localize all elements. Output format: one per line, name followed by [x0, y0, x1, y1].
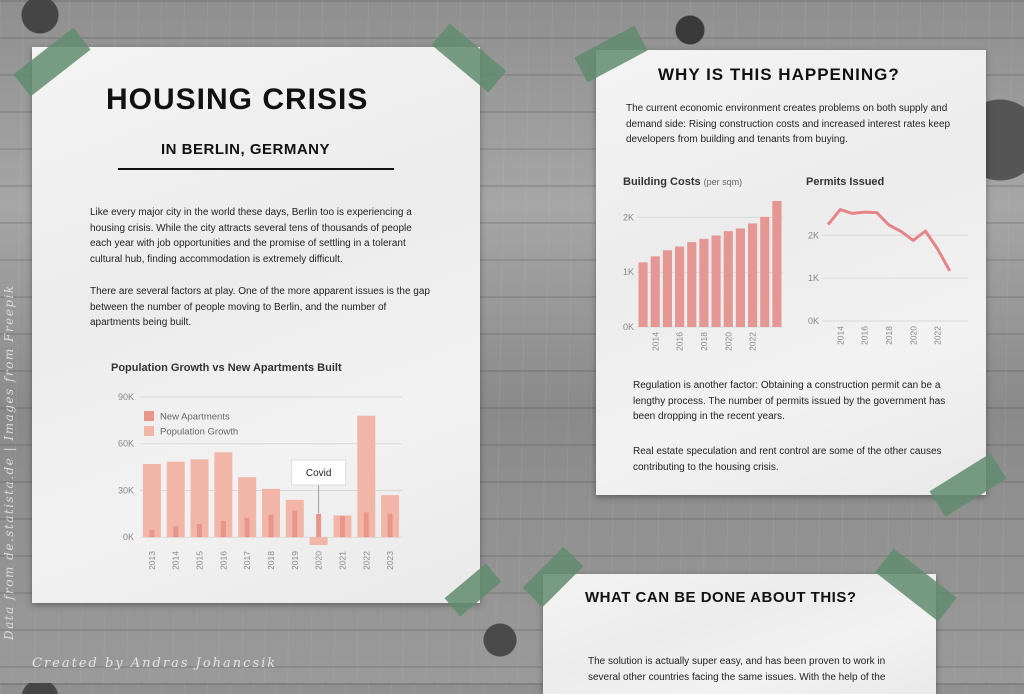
new-apartments-bar	[292, 511, 297, 537]
page-subtitle: IN BERLIN, GERMANY	[161, 141, 331, 158]
new-apartments-bar	[149, 530, 154, 537]
building-cost-bar	[736, 228, 745, 327]
why-paragraph-1: The current economic environment creates problems on both supply and demand side: Rising construction costs and increased interest rates keep developers from building and tenants from buying.	[626, 103, 951, 145]
why-paragraph-3: Real estate speculation and rent control are some of the other causes contributing to the housing crisis.	[633, 446, 942, 473]
building-cost-bar	[699, 239, 708, 327]
title-divider	[118, 168, 394, 170]
legend-label: New Apartments	[160, 411, 230, 423]
new-apartments-bar	[197, 524, 202, 537]
costs-x-tick: 2018	[698, 332, 709, 351]
population-x-tick: 2022	[361, 551, 372, 570]
building-cost-bar	[675, 246, 684, 327]
population-growth-bar	[310, 537, 328, 545]
population-growth-bar	[167, 462, 185, 538]
population-x-tick: 2015	[194, 551, 205, 570]
new-apartments-bar	[245, 518, 250, 537]
costs-y-tick: 2K	[622, 212, 634, 223]
permits-x-tick: 2020	[908, 326, 919, 345]
population-y-tick: 90K	[117, 392, 134, 402]
what-title: WHAT CAN BE DONE ABOUT THIS?	[585, 589, 857, 606]
why-paragraph-2: Regulation is another factor: Obtaining a construction permit can be a lengthy process. The number of permits issued by the government has been dropping in the recent years.	[633, 380, 946, 422]
intro-paragraph-2: There are several factors at play. One of the more apparent issues is the gap between the number of people moving to Berlin, and the number of apartments being built.	[90, 286, 430, 328]
permits-y-tick: 2K	[807, 230, 819, 241]
population-growth-bar	[143, 464, 161, 537]
population-x-tick: 2013	[146, 551, 157, 570]
legend-swatch	[144, 411, 154, 421]
permits-x-tick: 2018	[883, 326, 894, 345]
costs-x-tick: 2022	[747, 332, 758, 351]
population-x-tick: 2016	[218, 551, 229, 570]
building-cost-bar	[772, 201, 781, 327]
costs-y-tick: 0K	[622, 322, 634, 332]
building-cost-bar	[724, 231, 733, 327]
building-cost-bar	[760, 217, 769, 327]
new-apartments-bar	[340, 516, 345, 537]
building-cost-bar	[712, 236, 721, 327]
building-cost-bar	[651, 256, 660, 327]
permits-chart	[800, 195, 970, 355]
permits-line	[828, 210, 950, 271]
building-costs-title	[623, 176, 742, 188]
source-credit: Data from de.statista.de | Images from Freepik	[2, 284, 16, 640]
building-cost-bar	[639, 262, 648, 327]
author-credit: Created by Andras Johancsik	[32, 656, 278, 671]
permits-x-tick: 2016	[859, 326, 870, 345]
building-cost-bar	[748, 223, 757, 327]
why-title: WHY IS THIS HAPPENING?	[658, 65, 900, 84]
permits-x-tick: 2014	[835, 326, 846, 345]
permits-y-tick: 1K	[807, 273, 819, 284]
what-paragraph-1: The solution is actually super easy, and has been proven to work in several other countries facing the same issues. With the help of the	[588, 656, 886, 683]
new-apartments-bar	[221, 521, 226, 537]
building-costs-title-note: (per sqm)	[703, 177, 743, 187]
permits-y-tick: 0K	[807, 316, 819, 326]
building-costs-chart	[615, 195, 785, 355]
costs-x-tick: 2016	[674, 332, 685, 351]
legend-swatch	[144, 426, 154, 436]
new-apartments-bar	[388, 514, 393, 537]
population-y-tick: 0K	[122, 532, 134, 543]
costs-x-tick: 2020	[723, 332, 734, 351]
population-y-tick: 30K	[117, 485, 134, 496]
costs-x-tick: 2014	[650, 332, 661, 351]
new-apartments-bar	[173, 526, 178, 537]
intro-paragraph-1: Like every major city in the world these days, Berlin too is experiencing a housing crisis. While the city attracts several tens of thousands of people each year with job opportunities and the promise of settling in a tolerant cultural hub, finding accommodation is extremely difficult.	[90, 207, 412, 265]
building-cost-bar	[687, 242, 696, 327]
population-chart-title: Population Growth vs New Apartments Built	[111, 362, 342, 374]
new-apartments-bar	[316, 514, 321, 537]
new-apartments-bar	[364, 512, 369, 537]
permits-title: Permits Issued	[806, 176, 885, 188]
page-title: HOUSING CRISIS	[106, 83, 369, 116]
population-x-tick: 2021	[337, 551, 348, 570]
population-x-tick: 2017	[242, 551, 253, 570]
population-x-tick: 2014	[170, 551, 181, 570]
legend-label: Population Growth	[160, 426, 239, 438]
building-costs-title-text: Building Costs	[623, 176, 701, 188]
population-chart	[110, 385, 410, 585]
population-x-tick: 2023	[385, 551, 396, 570]
population-x-tick: 2019	[289, 551, 300, 570]
population-x-tick: 2018	[266, 551, 276, 570]
new-apartments-bar	[269, 515, 274, 538]
population-x-tick: 2020	[313, 551, 324, 570]
costs-y-tick: 1K	[622, 267, 634, 278]
building-cost-bar	[663, 250, 672, 327]
population-y-tick: 60K	[117, 438, 134, 449]
covid-annotation-label: Covid	[305, 468, 332, 479]
permits-x-tick: 2022	[932, 326, 943, 345]
